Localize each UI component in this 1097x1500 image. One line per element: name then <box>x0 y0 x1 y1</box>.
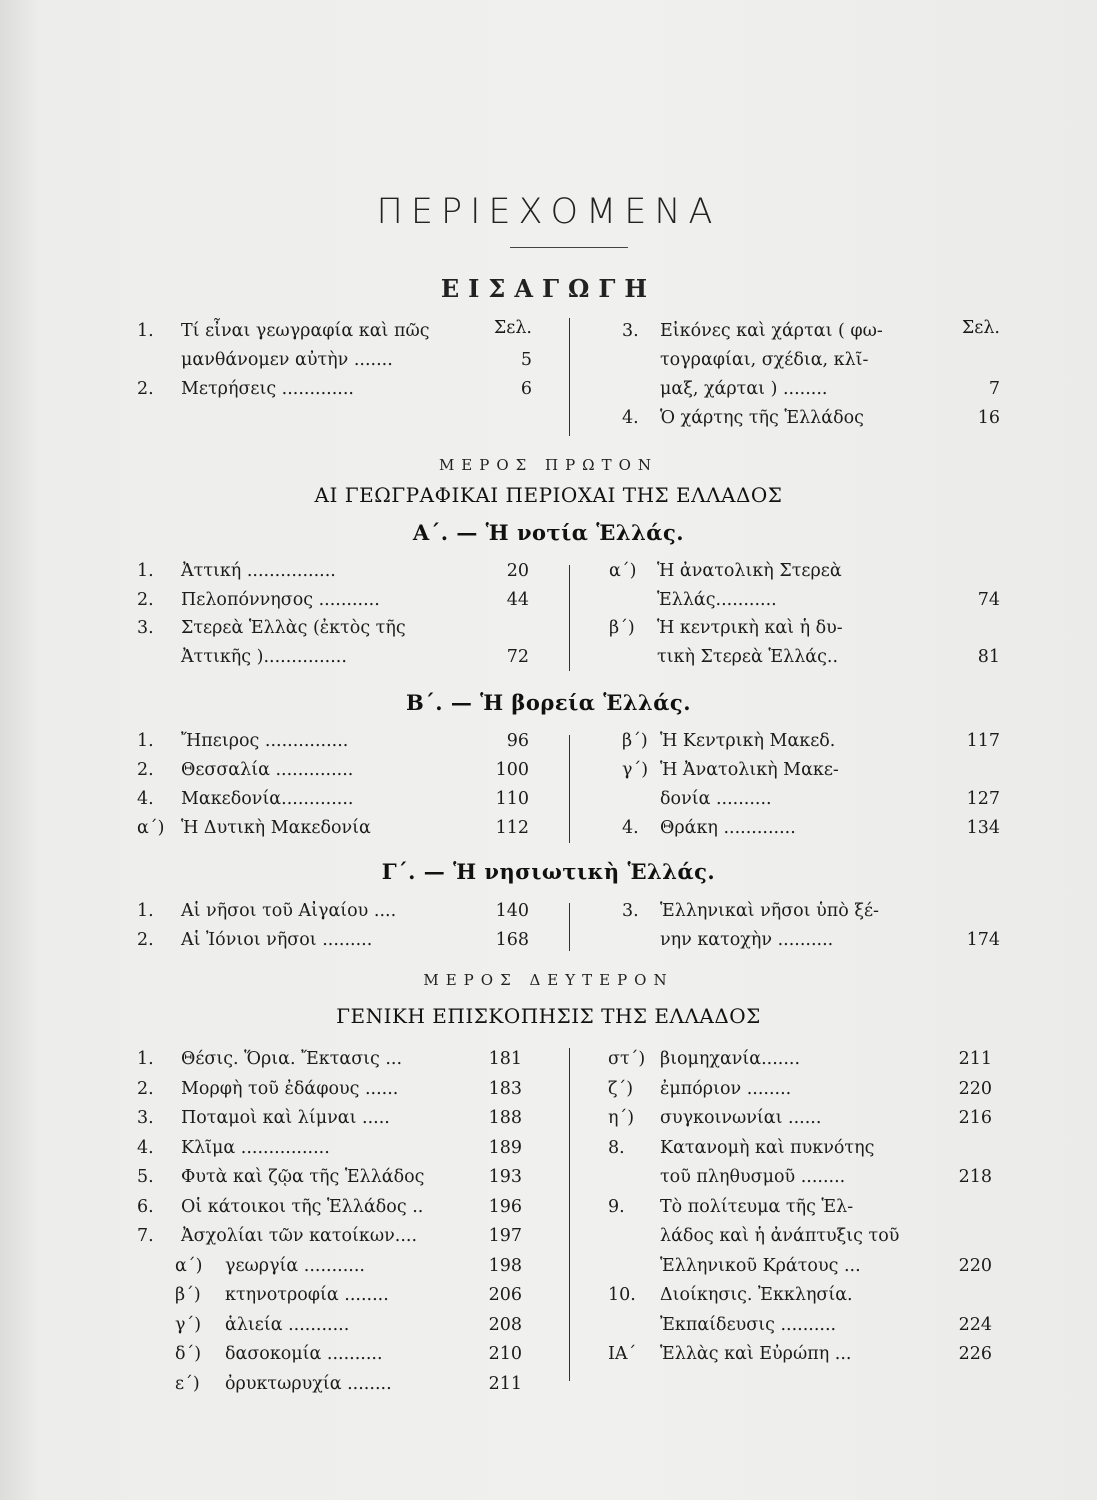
toc-entry-page: 181 <box>488 1049 522 1069</box>
toc-entry-title: Θεσσαλία .............. <box>181 760 354 780</box>
toc-entry-title: βιομηχανία....... <box>660 1049 801 1069</box>
toc-entry-line <box>608 1135 992 1162</box>
toc-entry-number: 3. <box>137 618 154 638</box>
toc-entry-line <box>608 1105 992 1132</box>
toc-entry-page: 174 <box>966 929 1000 950</box>
toc-entry-number: 2. <box>137 929 154 950</box>
toc-entry-number: 9. <box>608 1196 625 1217</box>
toc-entry-title: Θέσις. Ὅρια. Ἔκτασις ... <box>181 1049 403 1069</box>
toc-entry-line <box>622 728 1000 755</box>
column-divider <box>569 903 570 951</box>
toc-entry-title: Μετρήσεις ............. <box>181 379 354 399</box>
toc-entry-line <box>137 1341 522 1368</box>
toc-entry-page: 211 <box>488 1373 522 1394</box>
toc-entry-title: Ποταμοὶ καὶ λίμναι ..... <box>181 1108 390 1128</box>
toc-entry-title: ἐμπόριον ........ <box>660 1078 792 1099</box>
toc-entry-line <box>622 405 1000 432</box>
toc-entry-page: 110 <box>495 789 529 809</box>
toc-entry-page: 44 <box>506 589 529 610</box>
toc-entry-title: Ἡ Ἀνατολικὴ Μακε- <box>660 760 839 780</box>
toc-entry-title: Εἰκόνες καὶ χάρται ( φω- <box>660 321 883 341</box>
toc-entry-title: Πελοπόννησος ........... <box>181 589 380 610</box>
toc-entry-title: Ἀσχολίαι τῶν κατοίκων.... <box>181 1226 418 1246</box>
toc-entry-page: 168 <box>495 929 529 950</box>
toc-entry-page: 74 <box>977 589 1000 610</box>
toc-entry-number: 3. <box>622 901 639 921</box>
toc-entry-page: 134 <box>966 818 1000 838</box>
toc-entry-page: 7 <box>988 379 1000 399</box>
toc-entry-line <box>137 587 529 614</box>
toc-entry-number: η΄) <box>608 1108 635 1128</box>
toc-entry-title: Μακεδονία............. <box>181 789 354 809</box>
toc-entry-line <box>137 615 529 642</box>
toc-entry-number: 3. <box>622 321 639 341</box>
toc-entry-title: Θράκη ............. <box>660 818 796 838</box>
toc-entry-number: 2. <box>137 379 154 399</box>
toc-entry-line <box>137 1253 522 1280</box>
toc-entry-line <box>609 558 1000 585</box>
toc-entry-page: 96 <box>506 731 529 751</box>
toc-entry-page: 226 <box>958 1344 992 1364</box>
toc-entry-line <box>608 1253 992 1280</box>
section-c-heading: Γ΄. — Ἡ νησιωτικὴ Ἑλλάς. <box>381 859 716 884</box>
toc-entry-line <box>137 644 529 671</box>
toc-entry-title: νην κατοχὴν .......... <box>660 929 834 950</box>
toc-entry-number: 2. <box>137 760 154 780</box>
toc-entry-title: κτηνοτροφία ........ <box>225 1285 389 1305</box>
toc-entry-line <box>137 1135 522 1162</box>
toc-entry-line <box>609 587 1000 614</box>
toc-entry-line <box>137 1194 522 1221</box>
toc-entry-number: 7. <box>137 1226 154 1246</box>
toc-entry-title: Ἤπειρος ............... <box>181 731 349 751</box>
toc-entry-title: Μορφὴ τοῦ ἐδάφους ...... <box>181 1078 399 1099</box>
toc-entry-line <box>622 347 1000 374</box>
toc-entry-title: Ἑλληνικαὶ νῆσοι ὑπὸ ξέ- <box>660 901 879 921</box>
toc-entry-title: Κλῖμα ................ <box>181 1137 330 1158</box>
toc-entry-title: Αἱ Ἰόνιοι νῆσοι ......... <box>181 929 373 950</box>
toc-entry-title: Στερεὰ Ἑλλὰς (ἐκτὸς τῆς <box>181 618 406 638</box>
toc-entry-title: γεωργία ........... <box>225 1255 365 1276</box>
part1-heading: ΑΙ ΓΕΩΓΡΑΦΙΚΑΙ ΠΕΡΙΟΧΑΙ ΤΗΣ ΕΛΛΑΔΟΣ <box>314 483 783 507</box>
toc-entry-line <box>609 615 1000 642</box>
section-b-heading: Β΄. — Ἡ βορεία Ἑλλάς. <box>405 690 692 715</box>
toc-entry-line <box>137 1371 522 1398</box>
toc-entry-number: 2. <box>137 1078 154 1099</box>
toc-entry-number: 1. <box>137 321 154 341</box>
toc-entry-line <box>608 1164 992 1191</box>
toc-entry-line <box>622 318 1000 345</box>
toc-entry-number: α΄) <box>137 818 165 838</box>
toc-entry-number: 4. <box>622 408 639 428</box>
page-column-label: Σελ. <box>493 318 532 338</box>
toc-entry-title: συγκοινωνίαι ...... <box>660 1108 822 1128</box>
toc-entry-line <box>608 1046 992 1073</box>
toc-entry-title: Ἑλληνικοῦ Κράτους ... <box>660 1255 861 1276</box>
toc-entry-number: γ΄) <box>622 760 649 780</box>
toc-entry-title: Ἀττικῆς )............... <box>181 646 347 667</box>
toc-entry-line <box>137 1312 522 1339</box>
toc-entry-number: β΄) <box>622 731 648 751</box>
toc-entry-line <box>622 927 1000 954</box>
toc-entry-title: Αἱ νῆσοι τοῦ Αἰγαίου .... <box>181 901 397 921</box>
part2-label: ΜΕΡΟΣ ΔΕΥΤΕΡΟΝ <box>423 971 674 989</box>
toc-entry-number: 8. <box>608 1137 625 1158</box>
toc-entry-line <box>609 644 1000 671</box>
toc-entry-number: γ΄) <box>175 1314 202 1335</box>
toc-entry-title: Ἡ ἀνατολικὴ Στερεὰ <box>657 561 842 581</box>
toc-entry-title: Ἀττική ................ <box>181 561 336 581</box>
toc-entry-line <box>137 376 532 403</box>
toc-entry-page: 140 <box>495 901 529 921</box>
page-column-label: Σελ. <box>961 318 1000 338</box>
part1-label: ΜΕΡΟΣ ΠΡΩΤΟΝ <box>438 456 659 474</box>
toc-entry-number: 4. <box>622 818 639 838</box>
toc-entry-number: α΄) <box>609 561 637 581</box>
toc-entry-title: Ἐκπαίδευσις .......... <box>660 1314 837 1335</box>
page-title: ΠΕΡΙΕΧΟΜΕΝΑ <box>376 192 721 232</box>
toc-entry-page: 216 <box>958 1108 992 1128</box>
toc-entry-title: τοῦ πληθυσμοῦ ........ <box>660 1167 846 1187</box>
toc-entry-number: 2. <box>137 589 154 610</box>
toc-entry-page: 183 <box>488 1078 522 1099</box>
toc-entry-number: 3. <box>137 1108 154 1128</box>
toc-entry-title: Ἡ Κεντρικὴ Μακεδ. <box>660 731 836 751</box>
toc-entry-number: β΄) <box>175 1285 201 1305</box>
column-divider <box>569 1048 570 1381</box>
toc-entry-title: Ὁ χάρτης τῆς Ἑλλάδος <box>660 408 864 428</box>
toc-entry-number: 1. <box>137 561 154 581</box>
toc-entry-number: 5. <box>137 1167 154 1187</box>
column-divider <box>569 735 570 843</box>
toc-entry-number: 1. <box>137 1049 154 1069</box>
toc-entry-line <box>137 558 529 585</box>
toc-entry-title: τογραφίαι, σχέδια, κλῖ- <box>660 350 869 370</box>
toc-entry-title: Τί εἶναι γεωγραφία καὶ πῶς <box>181 321 430 341</box>
toc-entry-page: 220 <box>958 1078 992 1099</box>
toc-entry-number: 4. <box>137 1137 154 1158</box>
toc-entry-page: 196 <box>488 1196 522 1217</box>
toc-entry-line <box>137 1282 522 1309</box>
toc-entry-title: Τὸ πολίτευμα τῆς Ἑλ- <box>660 1196 854 1217</box>
toc-entry-page: 211 <box>958 1049 992 1069</box>
toc-entry-line <box>137 815 529 842</box>
toc-entry-number: ε΄) <box>175 1373 200 1394</box>
toc-entry-title: Ἡ κεντρικὴ καὶ ἡ δυ- <box>657 618 843 638</box>
toc-entry-page: 224 <box>958 1314 992 1335</box>
toc-entry-line <box>608 1282 992 1309</box>
toc-entry-title: Ἡ Δυτικὴ Μακεδονία <box>181 818 371 838</box>
toc-entry-number: 1. <box>137 731 154 751</box>
toc-entry-title: Οἱ κάτοικοι τῆς Ἑλλάδος .. <box>181 1196 424 1217</box>
toc-entry-page: 5 <box>520 350 532 370</box>
toc-entry-number: στ΄) <box>608 1049 646 1069</box>
toc-entry-title: ἁλιεία ........... <box>225 1314 350 1335</box>
toc-entry-page: 208 <box>488 1314 522 1335</box>
intro-heading: ΕΙΣΑΓΩΓΗ <box>440 274 657 303</box>
toc-entry-page: 100 <box>495 760 529 780</box>
toc-entry-title: δονία .......... <box>660 789 772 809</box>
toc-entry-page: 206 <box>488 1285 522 1305</box>
toc-entry-title: μαξ, χάρται ) ........ <box>660 379 828 399</box>
toc-entry-line <box>137 728 529 755</box>
toc-entry-title: τικὴ Στερεὰ Ἑλλάς.. <box>657 646 839 667</box>
toc-entry-title: μανθάνομεν αὐτὴν ....... <box>181 350 393 370</box>
toc-entry-page: 220 <box>958 1255 992 1276</box>
toc-entry-line <box>622 815 1000 842</box>
toc-entry-line <box>137 1223 522 1250</box>
toc-entry-page: 189 <box>488 1137 522 1158</box>
toc-entry-line <box>622 376 1000 403</box>
toc-entry-number: 1. <box>137 901 154 921</box>
toc-entry-line <box>608 1341 992 1368</box>
toc-entry-line <box>137 786 529 813</box>
toc-entry-page: 6 <box>520 379 532 399</box>
toc-entry-line <box>622 898 1000 925</box>
toc-entry-number: α΄) <box>175 1255 203 1276</box>
toc-entry-line <box>608 1194 992 1221</box>
toc-entry-title: ὀρυκτωρυχία ........ <box>225 1373 392 1394</box>
toc-entry-page: 197 <box>488 1226 522 1246</box>
toc-entry-title: Διοίκησις. Ἐκκλησία. <box>660 1285 853 1305</box>
toc-entry-page: 198 <box>488 1255 522 1276</box>
toc-entry-page: 117 <box>966 731 1000 751</box>
toc-entry-line <box>622 757 1000 784</box>
toc-entry-page: 81 <box>977 646 1000 667</box>
toc-entry-page: 210 <box>488 1344 522 1364</box>
toc-entry-line <box>137 757 529 784</box>
toc-entry-number: β΄) <box>609 618 635 638</box>
toc-entry-line <box>137 1046 522 1073</box>
toc-entry-line <box>608 1312 992 1339</box>
toc-entry-page: 218 <box>958 1167 992 1187</box>
title-underline <box>510 247 628 248</box>
toc-entry-title: λάδος καὶ ἡ ἀνάπτυξις τοῦ <box>660 1226 900 1246</box>
toc-entry-line <box>137 898 529 925</box>
toc-entry-line <box>137 318 532 345</box>
toc-entry-number: 6. <box>137 1196 154 1217</box>
toc-entry-line <box>622 786 1000 813</box>
toc-entry-number: ΙΑ΄ <box>608 1344 637 1364</box>
section-a-heading: Α΄. — Ἡ νοτία Ἑλλάς. <box>412 520 685 545</box>
toc-entry-line <box>137 347 532 374</box>
toc-entry-line <box>137 1164 522 1191</box>
toc-entry-title: Φυτὰ καὶ ζῷα τῆς Ἑλλάδος <box>181 1167 425 1187</box>
toc-entry-page: 72 <box>506 646 529 667</box>
toc-entry-page: 112 <box>495 818 529 838</box>
toc-entry-title: Κατανομὴ καὶ πυκνότης <box>660 1137 875 1158</box>
toc-entry-line <box>608 1223 992 1250</box>
toc-entry-line <box>137 1076 522 1103</box>
toc-entry-number: ζ΄) <box>608 1078 634 1099</box>
toc-entry-title: Ἑλλὰς καὶ Εὐρώπη ... <box>660 1344 852 1364</box>
toc-entry-line <box>608 1076 992 1103</box>
column-divider <box>569 565 570 671</box>
toc-entry-page: 127 <box>966 789 1000 809</box>
toc-entry-title: δασοκομία .......... <box>225 1344 383 1364</box>
toc-entry-number: δ΄) <box>175 1344 202 1364</box>
toc-entry-line <box>137 1105 522 1132</box>
toc-entry-page: 188 <box>488 1108 522 1128</box>
toc-entry-page: 20 <box>506 561 529 581</box>
toc-entry-page: 16 <box>977 408 1000 428</box>
part2-heading: ΓΕΝΙΚΗ ΕΠΙΣΚΟΠΗΣΙΣ ΤΗΣ ΕΛΛΑΔΟΣ <box>336 1004 761 1028</box>
toc-entry-page: 193 <box>488 1167 522 1187</box>
column-divider <box>569 318 570 436</box>
toc-entry-number: 4. <box>137 789 154 809</box>
toc-entry-title: Ἑλλάς........... <box>657 589 777 610</box>
toc-entry-number: 10. <box>608 1285 636 1305</box>
toc-entry-line <box>137 927 529 954</box>
